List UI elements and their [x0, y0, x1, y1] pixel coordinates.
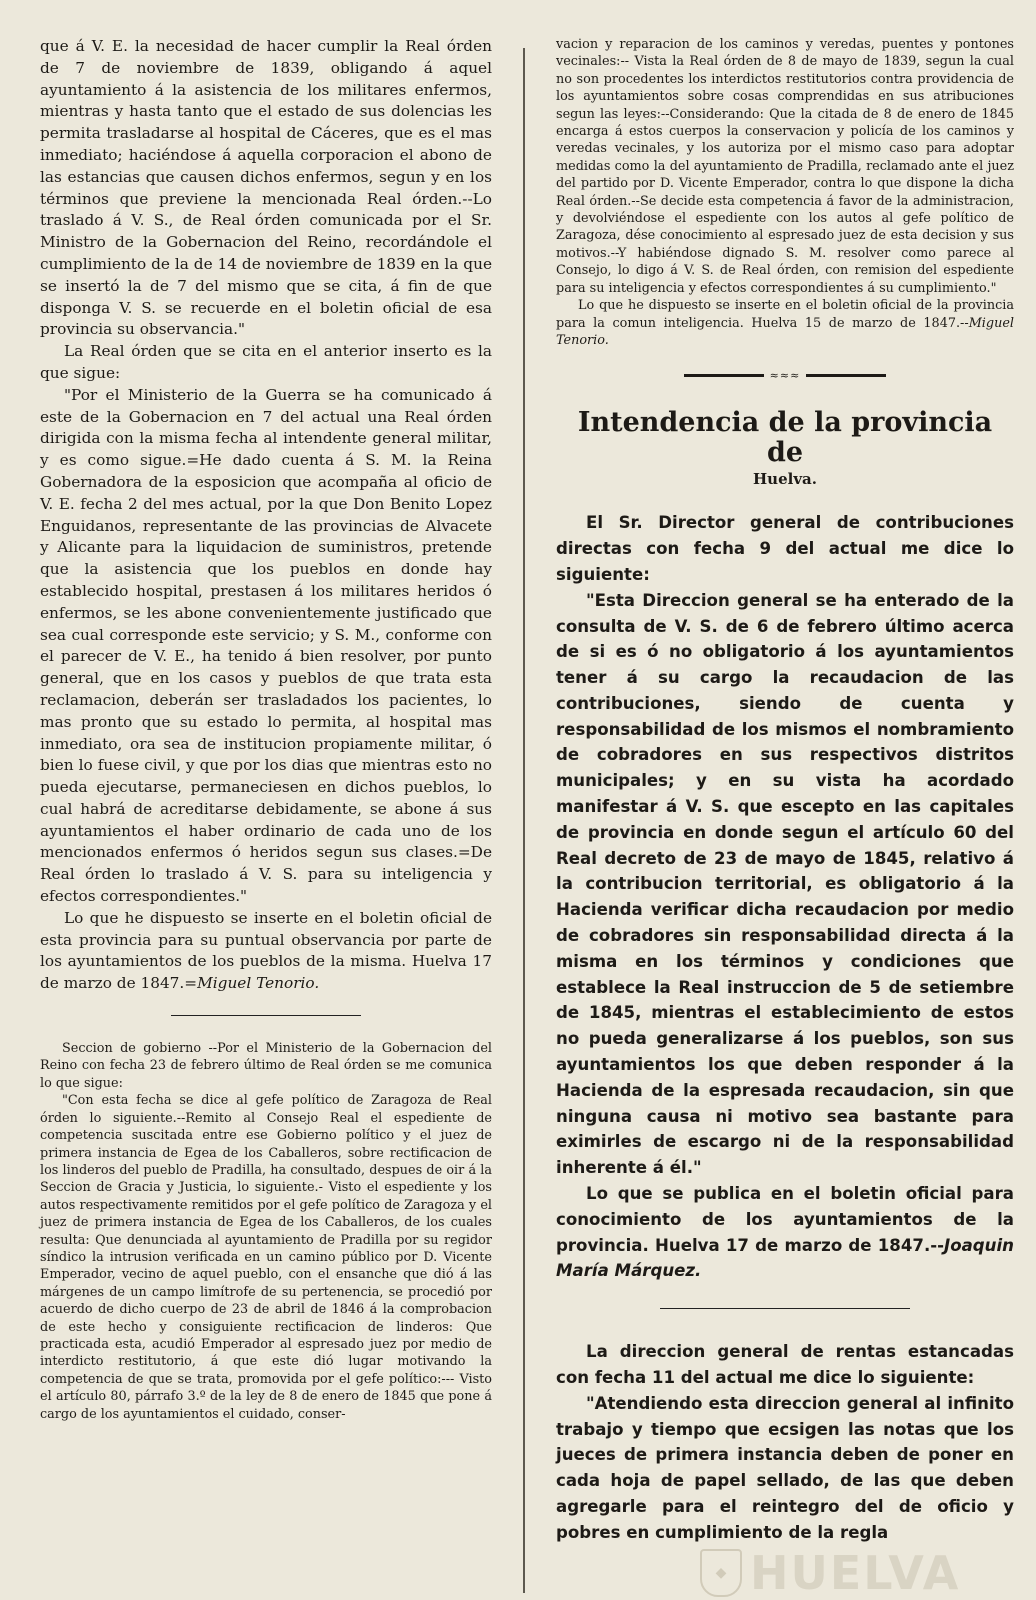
paragraph-direccion-general: "Esta Direccion general se ha enterado de la consulta de V. S. de 6 de febrero último acerca de si es ó no obligatorio á los ayuntamientos tener á su cargo la recaudacion de las contribuciones, siendo de cuenta y responsabilidad de los mismos el nombramiento de cobradores en sus respectivos distritos municipales; y en su vista ha acordado manifestar á V. S. que escepto en las capitales de provincia en donde segun el artículo 60 del Real decreto de 23 de mayo de 1845, relativo á la contribucion territorial, es obligatorio á la Hacienda verificar dicha recaudacion por medio de cobradores sin responsabilidad directa á la misma en los términos y condiciones que establece la Real instruccion de 5 de setiembre de 1845, mientras el establecimiento de estos no pueda generalizarse á los pueblos, son sus ayuntamientos los que deben responder á la Hacienda de la espresada recaudacion, sin que ninguna causa ni motivo sea bastante para eximirles de escargo ni de la responsabilidad inherente á él.": [556, 590, 1014, 1178]
section-subheading: Huelva.: [753, 470, 817, 489]
paragraph-closing: [40, 908, 492, 995]
watermark-logo: [700, 1546, 960, 1600]
paragraph-atendiendo: "Atendiendo esta direccion general al infinito trabajo y tiempo que ecsigen las notas que los jueces de primera instancia deben de poner en cada hoja de papel sellado, de las que deben agregarle para el reintegro del de oficio y pobres en cumplimiento de la regla: [556, 1393, 1014, 1542]
watermark-text: HUELVA: [750, 1546, 961, 1600]
paragraph-publicacion: [556, 297, 1014, 349]
ornament-rule: [556, 369, 1014, 382]
closing-text: Lo que he dispuesto se inserte en el boletin oficial de esta provincia para su puntual observancia por parte de los ayuntamientos de los pueblos de la misma. Huelva 17 de marzo de 1847.=: [40, 908, 492, 993]
paragraph-director: El Sr. Director general de contribuciones directas con fecha 9 del actual me dice lo siguiente:: [556, 513, 1014, 584]
signature: Miguel Tenorio.: [556, 315, 1014, 348]
paragraph-continuation: que á V. E. la necesidad de hacer cumplir la Real órden de 7 de noviembre de 1839, obligando á aquel ayuntamiento á la asistencia de los militares enfermos, mientras y hasta tanto que el estado de sus dolencias les permita trasladarse al hospital de Cáceres, que es el mas inmediato; haciéndose á aquella corporacion el abono de las estancias que causen dichos enfermos, segun y en los términos que previene la mencionada Real órden.--Lo traslado á V. S., de Real órden comunicada por el Sr. Ministro de la Gobernacion del Reino, recordándole el cumplimiento de la de 14 de noviembre de 1839 en la que se insertó la de 7 del mismo que se cita, á fin de que disponga V. S. se recuerde en el boletin oficial de esa provincia su observancia.": [40, 37, 492, 339]
right-column: [556, 36, 1014, 1546]
paragraph-competencia: "Con esta fecha se dice al gefe político de Zaragoza de Real órden lo siguiente.--Remito al Consejo Real el espediente de competencia suscitada entre ese Gobierno político y el juez de primera instancia de Egea de los Caballeros, sobre rectificacion de los linderos del pueblo de Pradilla, ha consultado, despues de oir á la Seccion de Gracia y Justicia, lo siguiente.- Visto el espediente y los autos respectivamente remitidos por el gefe político de Zaragoza y el juez de primera instancia de Egea de los Caballeros, de los cuales resulta: Que denunciada al ayuntamiento de Pradilla por su regidor síndico la intrusion verificada en un camino público por D. Vicente Emperador, vecino de aquel pueblo, con el ensanche que dió á las márgenes de un campo limítrofe de su pertenencia, se procedió por acuerdo de dicho cuerpo de 23 de abril de 1846 á la comprobacion de este hecho y consiguiente rectificacion de linderos: Que practicada esta, acudió Emperador al espresado juez por medio de interdicto restitutorio, á que este dió lugar motivando la competencia de que se trata, promovida por el gefe político:--- Visto el artículo 80, párrafo 3.º de la ley de 8 de enero de 1845 que pone á cargo de los ayuntamientos el cuidado, conser-: [40, 1093, 492, 1422]
ornament-mark: ≈≈≈: [769, 369, 801, 383]
publica-text: Lo que se publica en el boletin oficial para conocimiento de los ayuntamientos de la provincia. Huelva 17 de marzo de 1847.--: [556, 1184, 1014, 1255]
paragraph-seccion-gobierno: Seccion de gobierno --Por el Ministerio de la Gobernacion del Reino con fecha 23 de febrero último de Real órden se me comunica lo que sigue:: [40, 1041, 492, 1091]
paragraph-real-orden: "Por el Ministerio de la Guerra se ha comunicado á este de la Gobernacion en 7 del actual una Real órden dirigida con la misma fecha al intendente general militar, y es como sigue.=He dado cuenta á S. M. la Reina Gobernadora de la esposicion que acompaña al oficio de V. E. fecha 2 del mes actual, por la que Don Benito Lopez Enguidanos, representante de las provincias de Alvacete y Alicante para la liquidacion de suministros, pretende que la asistencia que los pueblos en donde hay establecido hospital, prestasen á los militares heridos ó enfermos, se les abone convenientemente justificado que sea cual corresponde este servicio; y S. M., conforme con el parecer de V. E., ha tenido á bien resolver, por punto general, que en los casos y pueblos de que trata esta reclamacion, deberán ser trasladados los pacientes, lo mas pronto que su estado lo permita, al hospital mas inmediato, ora sea de institucion propiamente militar, ó bien lo fuese civil, y que por los dias que mientras esto no pueda ejecutarse, permaneciesen en dichos pueblos, lo cual habrá de acreditarse debidamente, se abone á sus ayuntamientos el haber ordinario de cada uno de los mencionados enfermos ó heridos segun sus clases.=De Real órden lo traslado á V. S. para su inteligencia y efectos correspondientes.": [40, 385, 492, 906]
column-divider: [523, 48, 525, 1593]
paragraph-competencia-cont: vacion y reparacion de los caminos y veredas, puentes y pontones vecinales:-- Vista la Real órden de 8 de mayo de 1839, segun la cual no son procedentes los interdictos restitutorios contra providencia de los ayuntamientos sobre cosas comprendidas en sus atribuciones segun las leyes:--Considerando: Que la citada de 8 de enero de 1845 encarga á estos cuerpos la conservacion y policía de los caminos y veredas vecinales, y los autoriza por el mismo caso para adoptar medidas como la del ayuntamiento de Pradilla, reclamado ante el juez del partido por D. Vicente Emperador, contra lo que dispone la dicha Real órden.--Se decide esta competencia á favor de la administracion, y devolviéndose el espediente con los autos al gefe político de Zaragoza, dése conocimiento al espresado juez de esta decision y sus motivos.--Y habiéndose dignado S. M. resolver como parece al Consejo, lo digo á V. S. de Real órden, con remision del espediente para su inteligencia y efectos correspondientes á su cumplimiento.": [556, 37, 1014, 296]
paragraph-intro: La Real órden que se cita en el anterior inserto es la que sigue:: [40, 342, 492, 382]
section-divider: [660, 1308, 910, 1309]
publicacion-text: Lo que he dispuesto se inserte en el boletin oficial de la provincia para la comun inteligencia. Huelva 15 de marzo de 1847.--: [556, 298, 1014, 331]
left-column: [40, 36, 492, 1423]
paragraph-publica: [556, 1181, 1014, 1284]
signature: Joaquin María Márquez.: [556, 1235, 1014, 1281]
signature: Miguel Tenorio.: [197, 974, 320, 993]
section-heading: Intendencia de la provincia de: [577, 407, 993, 469]
paragraph-rentas: La direccion general de rentas estancadas con fecha 11 del actual me dice lo siguiente:: [556, 1342, 1014, 1388]
section-divider: [171, 1015, 361, 1016]
shield-icon: ◆: [700, 1549, 742, 1597]
